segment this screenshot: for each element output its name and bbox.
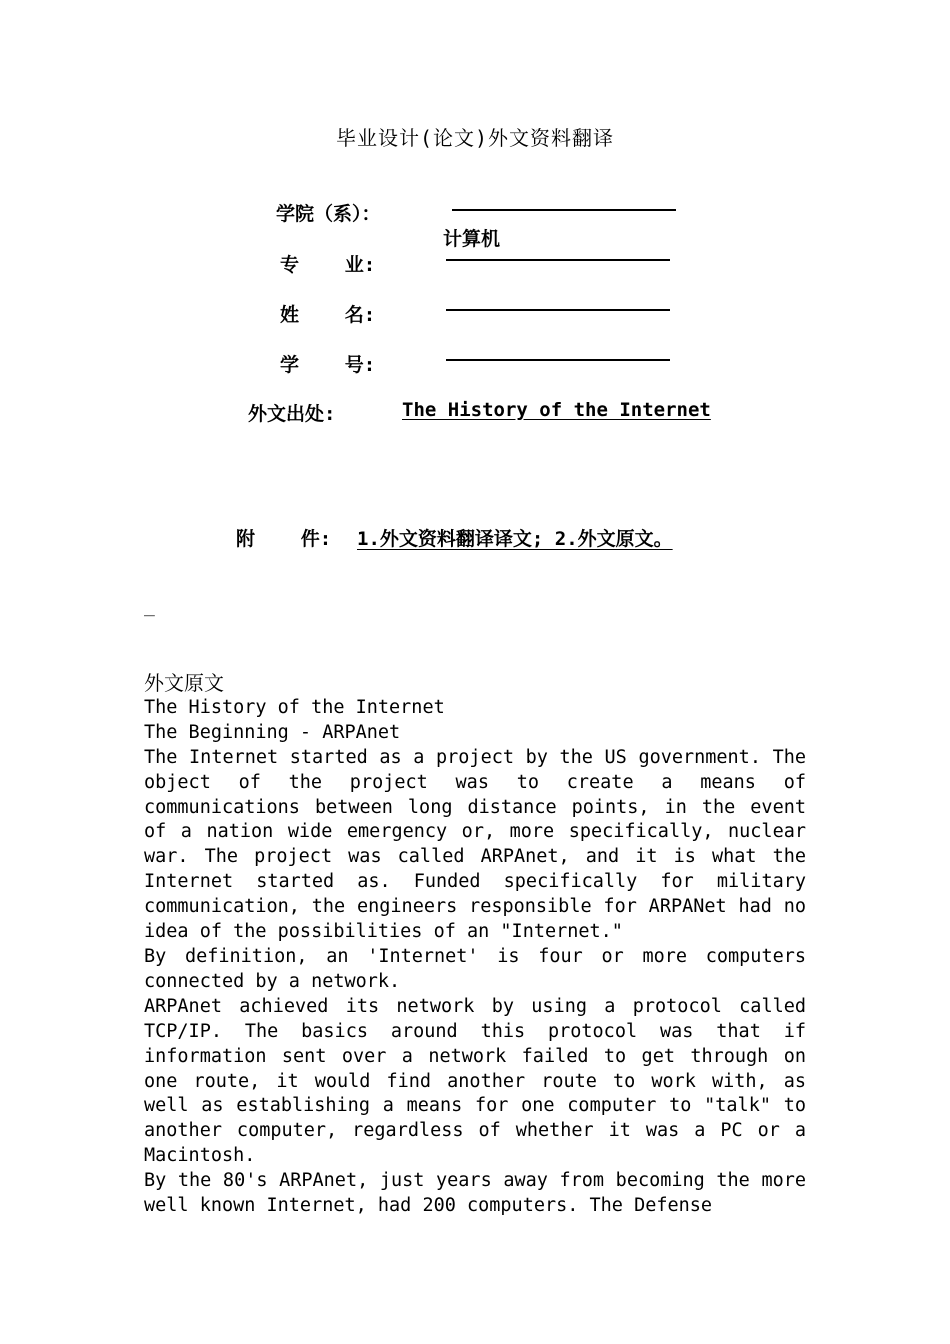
major-underline [446,259,670,261]
document-title: 毕业设计(论文)外文资料翻译 [335,126,615,150]
article-subtitle: The Beginning - ARPAnet [144,721,401,743]
student-id-label: 学 号: [280,354,376,376]
original-text-heading: 外文原文 [144,671,224,695]
article-title: The History of the Internet [144,696,445,718]
major-label: 专 业: [280,254,376,276]
paragraph: By the 80's ARPAnet, just years away from becoming the more well known Internet, had 200 computers. The Defense [144,1170,806,1217]
attachment-label: 附 件: [236,528,332,550]
source-value: The History of the Internet [402,399,711,421]
paragraph: By definition, an 'Internet' is four or more computers connected by a network. [144,945,806,992]
college-underline [452,209,676,211]
paragraph: The Internet started as a project by the US government. The object of the project was to create a means of communications between long distance points, in the event of a nation wide emergency or, more specifically, nuclear war. The project was called ARPAnet, and it is what the Internet started as. Funded specifically for military communication, the engineers responsible for ARPANet had no idea of the possibilities of an "Internet." [144,746,806,943]
name-underline [446,309,670,311]
paragraph: ARPAnet achieved its network by using a protocol called TCP/IP. The basics around this protocol was that if information sent over a network failed to get through on one route, it would find another route to work with, as well as establishing a means for one computer to "talk" to another computer, regardless of whether it was a PC or a Macintosh. [144,995,806,1167]
student-id-underline [446,359,670,361]
college-label: 学院（系）： [276,203,381,225]
source-label: 外文出处: [248,403,336,425]
attachment-value: 1.外文资料翻译译文; 2.外文原文。 [357,528,673,550]
name-label: 姓 名: [280,304,376,326]
stray-dash: _ [144,596,155,617]
major-value: 计算机 [443,228,501,250]
original-text [144,671,806,1219]
